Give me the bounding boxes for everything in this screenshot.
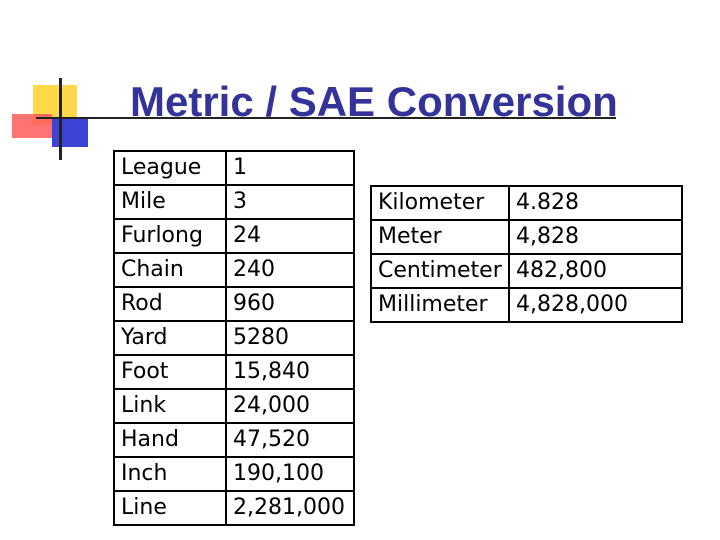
unit-value-cell: 15,840: [226, 355, 354, 389]
unit-name-cell: Link: [114, 389, 226, 423]
unit-value-cell: 47,520: [226, 423, 354, 457]
table-row: [114, 287, 354, 321]
unit-value-cell: 2,281,000: [226, 491, 354, 525]
unit-value-cell: 190,100: [226, 457, 354, 491]
unit-name-cell: Yard: [114, 321, 226, 355]
table-row: [114, 457, 354, 491]
table-row: [114, 219, 354, 253]
unit-name-cell: Hand: [114, 423, 226, 457]
table-row: [114, 491, 354, 525]
unit-value-cell: 24: [226, 219, 354, 253]
unit-name-cell: Millimeter: [371, 288, 509, 322]
table-row: [114, 151, 354, 185]
slide-title: Metric / SAE Conversion: [130, 78, 618, 125]
unit-name-cell: Centimeter: [371, 254, 509, 288]
table-row: [371, 288, 682, 322]
table-row: [114, 389, 354, 423]
unit-name-cell: Chain: [114, 253, 226, 287]
table-row: [371, 254, 682, 288]
table-row: [114, 253, 354, 287]
table-row: [114, 355, 354, 389]
unit-value-cell: 4,828: [509, 220, 682, 254]
unit-value-cell: 240: [226, 253, 354, 287]
unit-value-cell: 960: [226, 287, 354, 321]
units-table: [113, 150, 355, 526]
table-row: [114, 321, 354, 355]
unit-name-cell: Meter: [371, 220, 509, 254]
unit-value-cell: 1: [226, 151, 354, 185]
unit-name-cell: Mile: [114, 185, 226, 219]
logo-vertical-line: [59, 78, 62, 160]
unit-name-cell: Kilometer: [371, 186, 509, 220]
unit-value-cell: 482,800: [509, 254, 682, 288]
unit-name-cell: Rod: [114, 287, 226, 321]
table-row: [114, 185, 354, 219]
table-row: [371, 220, 682, 254]
unit-value-cell: 4.828: [509, 186, 682, 220]
unit-value-cell: 24,000: [226, 389, 354, 423]
unit-value-cell: 3: [226, 185, 354, 219]
unit-value-cell: 5280: [226, 321, 354, 355]
unit-name-cell: Furlong: [114, 219, 226, 253]
table-row: [114, 423, 354, 457]
unit-name-cell: Foot: [114, 355, 226, 389]
table-row: [371, 186, 682, 220]
metric-units-table: [370, 185, 683, 323]
unit-name-cell: League: [114, 151, 226, 185]
unit-name-cell: Inch: [114, 457, 226, 491]
unit-value-cell: 4,828,000: [509, 288, 682, 322]
unit-name-cell: Line: [114, 491, 226, 525]
logo-blue-square: [52, 117, 88, 147]
